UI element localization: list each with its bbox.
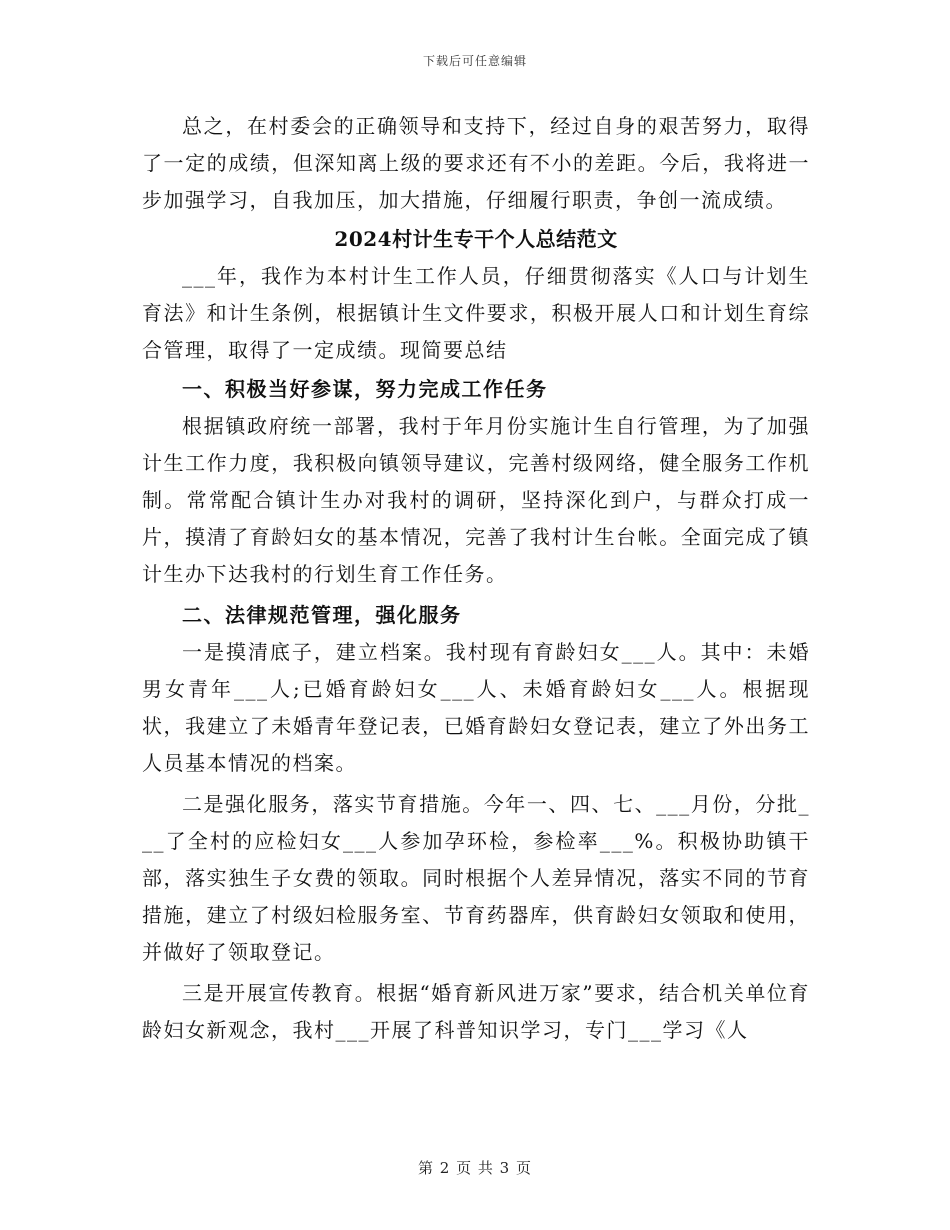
- paragraph-item-3: 三是开展宣传教育。根据“婚育新风进万家”要求，结合机关单位育龄妇女新观念，我村___开展了科普知识学习，专门___学习《人: [142, 981, 810, 1042]
- page-footer: 第 2 页 共 3 页: [418, 1159, 532, 1177]
- paragraph-section-1: 根据镇政府统一部署，我村于年月份实施计生自行管理，为了加强计生工作力度，我积极向镇领导建议，完善村级网络，健全服务工作机制。常常配合镇计生办对我村的调研，坚持深化到户，与群众打成一片，摸清了育龄妇女的基本情况，完善了我村计生台帐。全面完成了镇计生办下达我村的行划生育工作任务。: [142, 414, 810, 586]
- paragraph-opening: ___年，我作为本村计生工作人员，仔细贯彻落实《人口与计划生育法》和计生条例，根据镇计生文件要求，积极开展人口和计划生育综合管理，取得了一定成绩。现简要总结: [142, 264, 810, 362]
- section-heading-1: 一、积极当好参谋，努力完成工作任务: [182, 377, 548, 401]
- page-header: 下载后可任意编辑: [422, 54, 527, 68]
- paragraph-item-2: 二是强化服务，落实节育措施。今年一、四、七、___月份，分批___了全村的应检妇女___人参加孕环检，参检率___%。积极协助镇干部，落实独生子女费的领取。同时根据个人差异情况，落实不同的节育措施，建立了村级妇检服务室、节育药器库，供育龄妇女领取和使用，并做好了领取登记。: [142, 792, 810, 964]
- section-heading-2: 二、法律规范管理，强化服务: [182, 603, 462, 627]
- paragraph-item-1: 一是摸清底子，建立档案。我村现有育龄妇女___人。其中：未婚男女青年___人;已婚育龄妇女___人、未婚育龄妇女___人。根据现状，我建立了未婚青年登记表，已婚育龄妇女登记表，建立了外出务工人员基本情况的档案。: [142, 640, 810, 775]
- document-title: 2024村计生专干个人总结范文: [334, 227, 618, 251]
- document-body: [142, 108, 810, 1049]
- paragraph-intro: 总之，在村委会的正确领导和支持下，经过自身的艰苦努力，取得了一定的成绩，但深知离上级的要求还有不小的差距。今后，我将进一步加强学习，自我加压，加大措施，仔细履行职责，争创一流成绩。: [142, 114, 810, 212]
